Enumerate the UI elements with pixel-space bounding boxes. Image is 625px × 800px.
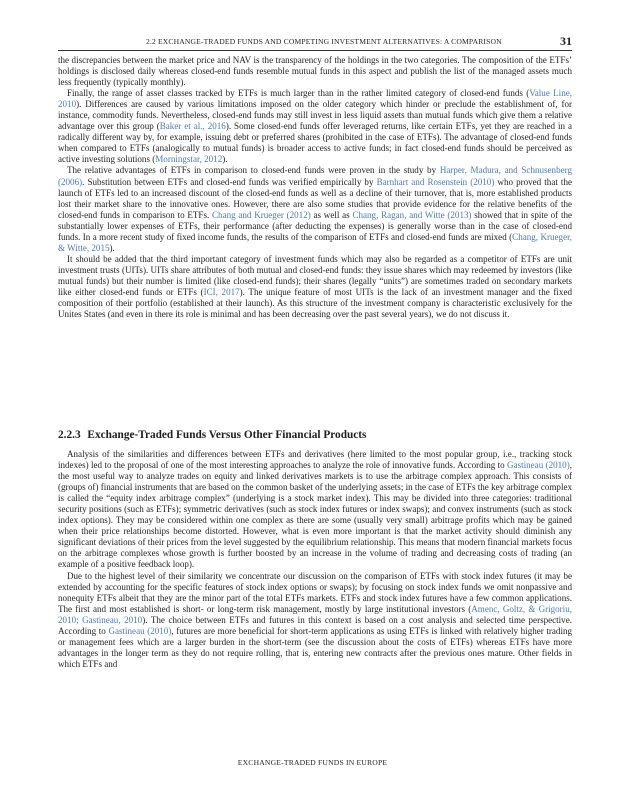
- paragraph: [58, 55, 572, 88]
- citation-link[interactable]: Chang, Krueger, & Witte, 2015: [58, 231, 572, 253]
- paragraph: [58, 165, 572, 253]
- citation-link[interactable]: Baker et al., 2016: [159, 121, 226, 132]
- paragraph: [58, 571, 572, 670]
- paragraph-text: Finally, the range of asset classes tracked by ETFs is much larger than in the rather limited category of closed-end funds (: [67, 88, 530, 99]
- paragraph-text: The relative advantages of ETFs in comparison to closed-end funds were proven in the study by: [67, 165, 440, 176]
- section-number: 2.2.3: [58, 429, 81, 441]
- citation-link[interactable]: Chang, Ragan, and Witte (2013): [352, 209, 472, 220]
- section-heading: [58, 428, 572, 442]
- citation-link[interactable]: ICI, 2017: [203, 286, 240, 297]
- running-header-title: 2.2 EXCHANGE-TRADED FUNDS AND COMPETING INVESTMENT ALTERNATIVES: A COMPARISON: [146, 37, 502, 46]
- citation-link[interactable]: Morningstar, 2012: [155, 154, 223, 165]
- paragraph-text: Analysis of the similarities and differences between ETFs and derivatives (here limited to the most popular group, i.e., tracking stock indexes) led to the proposal of one of the most interesting approaches to analyze the role of innovative funds. According to: [58, 449, 572, 471]
- paragraph-text: , futures are more beneficial for short-term applications as using ETFs is linked with relatively higher trading or management fees which are a larger burden in the short-term (see the discussion about the costs of ETFs) whereas ETFs have more advantages in the longer term as they do not require rolling, that is, entering new contracts after the previous ones mature. Other fields in which ETFs and: [58, 625, 573, 669]
- paragraph-text: Due to the highest level of their similarity we concentrate our discussion on the comparison of ETFs with stock index futures (it may be extended by accounting for the specific features of stock index options or swaps); by focusing on stock index funds we omit nonpassive and nonequity ETFs albeit that they are the minor part of the total ETFs markets. ETFs and stock index futures have a few common applications. The first and most established is short- or long-term risk management, mostly by large institutional investors (: [58, 570, 572, 614]
- citation-link[interactable]: Gastineau (2010): [108, 625, 172, 636]
- header-rule: [58, 50, 572, 51]
- paragraph-text: ). Some closed-end funds offer leveraged returns, like certain ETFs, yet they are reached in a radically different way by, for example, issuing debt or preferred shares (prohibited in the case of ETFs). The advantage of closed-end funds when compared to ETFs (analogically to mutual funds) is broader access to active funds; in fact closed-end funds should be perceived as active investing solutions (: [58, 121, 572, 165]
- citation-link[interactable]: Barnhart and Rosenstein (2010): [376, 176, 495, 187]
- citation-link[interactable]: Chang and Krueger (2012): [212, 209, 311, 220]
- page-number: 31: [560, 34, 572, 48]
- paragraph-text: It should be added that the third important category of investment funds which may also be regarded as a competitor of ETFs are unit investment trusts (UITs). UITs share attributes of both mutual and closed-end funds: they issue shares which may redeemed by investors (like mutual funds) but their number is limited (like closed-end funds); their shares (legally “units”) are sometimes traded on secondary markets like either closed-end funds or ETFs (: [58, 253, 572, 297]
- citation-link[interactable]: Value Line, 2010: [58, 88, 572, 110]
- paragraph-text: ).: [222, 154, 228, 165]
- citation-link[interactable]: Gastineau (2010): [507, 460, 570, 471]
- running-header: [58, 34, 572, 50]
- paragraph-text: the discrepancies between the market price and NAV is the transparency of the holdings in the two categories. The composition of the ETFs’ holdings is disclosed daily whereas closed-end funds resemble mutual funds in this aspect and publish the list of the managed assets much less frequently (typically monthly).: [58, 55, 572, 88]
- paragraph-text: , the most useful way to analyze trades on equity and linked derivatives markets is to use the arbitrage complex approach. This consists of (groups of) financial instruments that are based on the common basket of the underlying assets; in the case of ETFs the key arbitrage complex is called the “equity index arbitrage complex” (underlying is a stock market index). This may be divided into three categories: traditional security positions (such as ETFs); symmetric derivatives (such as stock index futures or index swaps); and convex instruments (such as stock index options). They may be considered within one complex as there are some (usually very small) arbitrage profits which may be gained when their price relationships become distorted. However, what is even more important is that the market activity should diminish any significant deviations of their prices from the level suggested by the equilibrium relationship. This means that modern financial markets focus on the arbitrage complexes whose growth is further boosted by an increase in the volume of trading and decreasing costs of trading (an example of a positive feedback loop).: [58, 460, 572, 570]
- paragraph-text: who proved that the launch of ETFs led to an increased discount of the closed-end funds as well as a decline of their turnover, that is, more established products lost their market share to the innovative ones. However, there are also some studies that provide evidence for the relative benefits of the closed-end funds in comparison to ETFs.: [58, 176, 572, 220]
- paragraph: [58, 88, 572, 165]
- paragraph-text: showed that in spite of the substantially lower expenses of ETFs, their performance (after deducting the expenses) is generally worse than in the case of closed-end funds. In a more recent study of fixed income funds, the results of the comparison of ETFs and closed-end funds are mixed (: [58, 209, 572, 242]
- paragraph-text: ).: [109, 242, 115, 253]
- paragraph: [58, 254, 572, 320]
- body-text-top: [58, 55, 572, 320]
- paragraph-text: ). Differences are caused by various limitations imposed on the older category which hinder or preclude the establishment of, for instance, commodity funds. Nevertheless, closed-end funds may still invest in less liquid assets than mutual funds which give them a relative advantage over this group (: [58, 99, 572, 132]
- running-footer: EXCHANGE-TRADED FUNDS IN EUROPE: [237, 758, 388, 767]
- section-title: Exchange-Traded Funds Versus Other Financial Products: [87, 429, 367, 441]
- paragraph-text: ). The choice between ETFs and futures in this context is based on a cost analysis and selected time perspective. According to: [58, 614, 572, 636]
- paragraph-text: ). The unique feature of most UITs is the lack of an investment manager and the fixed composition of their portfolio (established at their launch). As this structure of the investment company is characteristic exclusively for the Unites States (and even in there its role is minimal and has been decreasing over the past several years), we do not discuss it.: [58, 286, 572, 320]
- citation-link[interactable]: Harper, Madura, and Schnusenberg (2006): [58, 165, 572, 187]
- paragraph-text: . Substitution between ETFs and closed-end funds was verified empirically by: [82, 176, 377, 187]
- paragraph: [58, 449, 572, 571]
- citation-link[interactable]: Amenc, Goltz, & Grigoriu, 2010; Gastineau, 2010: [58, 603, 572, 625]
- paragraph-text: as well as: [310, 209, 353, 220]
- body-text-bottom: [58, 449, 572, 670]
